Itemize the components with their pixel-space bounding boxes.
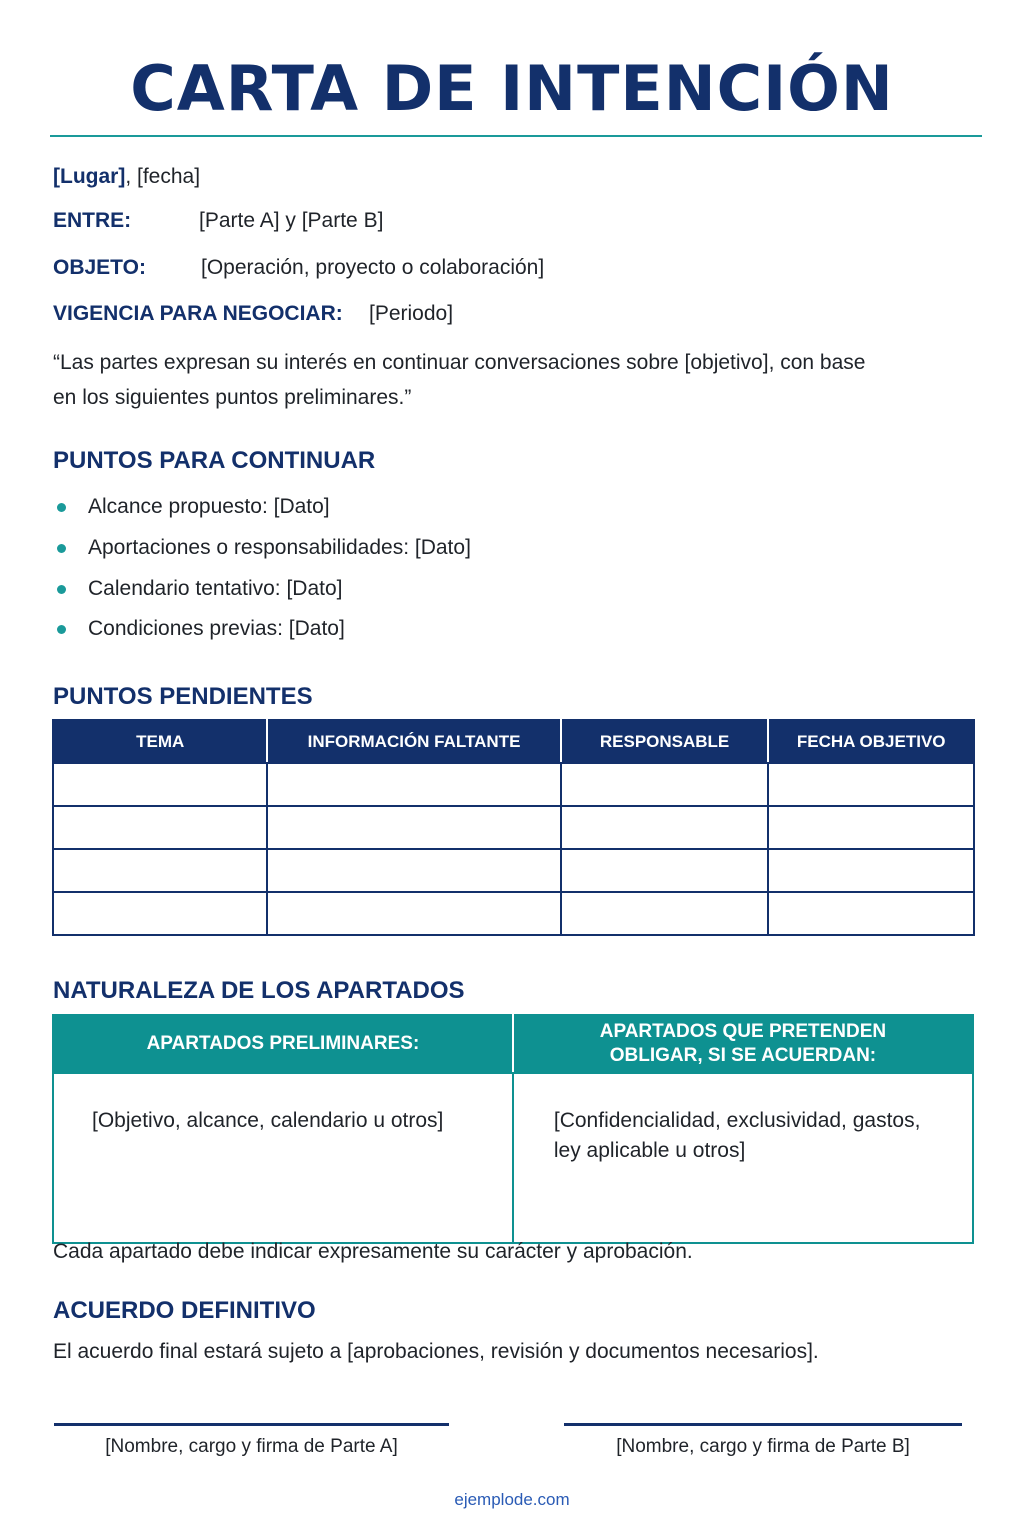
intro-paragraph xyxy=(53,345,953,415)
column-header-binding xyxy=(513,1015,973,1073)
place-placeholder: [Lugar] xyxy=(53,165,126,188)
table-header-row xyxy=(53,720,974,763)
intro-line-1: “Las partes expresan su interés en continuar conversaciones sobre [objetivo], con base xyxy=(53,351,866,374)
between-row xyxy=(53,209,953,233)
validity-value: [Periodo] xyxy=(369,302,454,325)
list-item-text: Aportaciones o responsabilidades: [Dato] xyxy=(88,536,471,559)
table-row xyxy=(53,763,974,806)
table-row xyxy=(53,849,974,892)
binding-header-line-1: APARTADOS QUE PRETENDEN xyxy=(599,1021,887,1042)
final-agreement-text: El acuerdo final estará sujeto a [aprobaciones, revisión y documentos necesarios]. xyxy=(53,1340,819,1363)
column-header-target-date: FECHA OBJETIVO xyxy=(768,720,974,763)
table-cell[interactable] xyxy=(561,892,769,935)
continue-section-title: PUNTOS PARA CONTINUAR xyxy=(53,447,376,474)
table-cell[interactable] xyxy=(267,806,560,849)
table-row xyxy=(53,892,974,935)
document-title: CARTA DE INTENCIÓN xyxy=(130,52,894,125)
table-cell[interactable] xyxy=(561,849,769,892)
table-row xyxy=(53,1073,973,1243)
binding-cell xyxy=(513,1073,973,1243)
signature-label-a: [Nombre, cargo y firma de Parte A] xyxy=(105,1436,398,1457)
table-cell[interactable] xyxy=(768,806,974,849)
table-cell[interactable] xyxy=(768,849,974,892)
object-value: [Operación, proyecto o colaboración] xyxy=(201,256,545,279)
object-row xyxy=(53,256,953,280)
list-item xyxy=(53,577,342,601)
footer-link[interactable]: ejemplode.com xyxy=(454,1490,570,1509)
table-cell[interactable] xyxy=(768,892,974,935)
table-row xyxy=(53,806,974,849)
column-header-topic: TEMA xyxy=(53,720,267,763)
table-cell[interactable] xyxy=(53,806,267,849)
table-cell[interactable] xyxy=(267,763,560,806)
bullet-icon xyxy=(57,625,66,634)
intro-line-2: en los siguientes puntos preliminares.” xyxy=(53,386,412,409)
preliminary-cell: [Objetivo, alcance, calendario u otros] xyxy=(53,1073,513,1243)
table-cell[interactable] xyxy=(53,763,267,806)
title-divider xyxy=(50,135,982,137)
binding-cell-line-2: ley aplicable u otros] xyxy=(553,1139,746,1162)
between-value: [Parte A] y [Parte B] xyxy=(199,209,384,232)
list-item-text: Condiciones previas: [Dato] xyxy=(88,617,345,640)
bullet-icon xyxy=(57,585,66,594)
list-item-text: Calendario tentativo: [Dato] xyxy=(88,577,343,600)
column-header-responsible: RESPONSABLE xyxy=(561,720,769,763)
place-date-line xyxy=(53,165,200,189)
nature-table xyxy=(52,1014,974,1244)
bullet-icon xyxy=(57,503,66,512)
list-item xyxy=(53,495,330,519)
date-placeholder: , [fecha] xyxy=(125,165,201,188)
validity-label: VIGENCIA PARA NEGOCIAR: xyxy=(53,302,343,325)
between-label: ENTRE: xyxy=(53,209,132,232)
final-section-title: ACUERDO DEFINITIVO xyxy=(53,1297,316,1324)
binding-cell-line-1: [Confidencialidad, exclusividad, gastos, xyxy=(553,1109,921,1132)
column-header-preliminary: APARTADOS PRELIMINARES: xyxy=(53,1015,513,1073)
bullet-icon xyxy=(57,544,66,553)
signature-line-a xyxy=(54,1423,449,1426)
column-header-missing-info: INFORMACIÓN FALTANTE xyxy=(267,720,560,763)
table-cell[interactable] xyxy=(267,892,560,935)
table-cell[interactable] xyxy=(768,763,974,806)
binding-header-line-2: OBLIGAR, SI SE ACUERDAN: xyxy=(609,1045,877,1066)
table-cell[interactable] xyxy=(267,849,560,892)
signature-label-b: [Nombre, cargo y firma de Parte B] xyxy=(616,1436,910,1457)
nature-section-title: NATURALEZA DE LOS APARTADOS xyxy=(53,977,465,1004)
pending-section-title: PUNTOS PENDIENTES xyxy=(53,683,313,710)
list-item-text: Alcance propuesto: [Dato] xyxy=(88,495,330,518)
object-label: OBJETO: xyxy=(53,256,146,279)
validity-row xyxy=(53,302,953,326)
list-item xyxy=(53,536,471,560)
table-cell[interactable] xyxy=(561,806,769,849)
pending-table xyxy=(52,719,975,936)
table-cell[interactable] xyxy=(561,763,769,806)
table-header-row xyxy=(53,1015,973,1073)
signature-line-b xyxy=(564,1423,962,1426)
nature-note: Cada apartado debe indicar expresamente su carácter y aprobación. xyxy=(53,1240,693,1263)
list-item xyxy=(53,617,345,641)
table-cell[interactable] xyxy=(53,849,267,892)
table-cell[interactable] xyxy=(53,892,267,935)
